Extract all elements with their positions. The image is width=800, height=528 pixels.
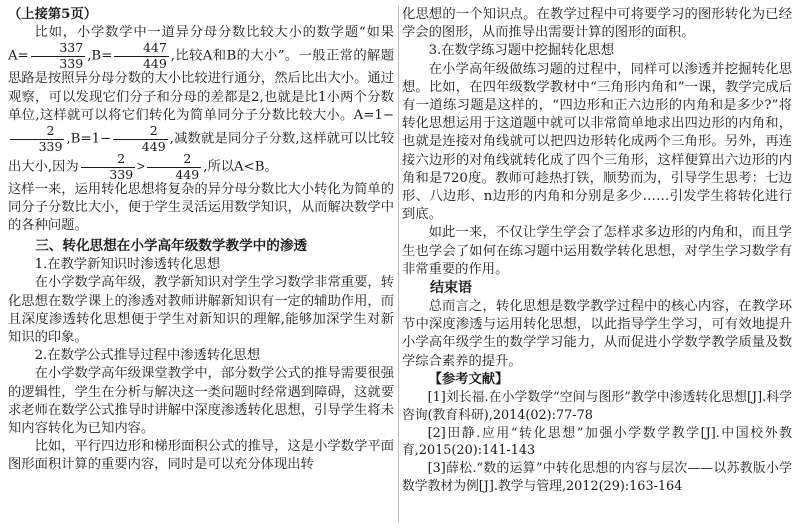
continuation-paragraph: 化思想的一个知识点。在教学过程中可将要学习的图形转化为已经学会的图形，从而推导出需要计算的图形的面积。 [402, 7, 792, 41]
reference-item: [2]田静.应用“转化思想”加强小学数学教学[J].中国校外教育,2015(20):141-143 [402, 425, 792, 459]
fraction-4 [147, 153, 201, 181]
conclusion-paragraph: 总而言之，转化思想是数学教学过程中的核心内容，在教学环节中深度渗透与运用转化思想，以此指导学生学习，可有效地提升小学高年级学生的数学学习能力，从而促进小学数学教学质量及数学综合素养的提升。 [402, 299, 792, 369]
fraction-1 [10, 125, 64, 153]
reference-item: [3]薛松.“数的运算”中转化思想的内容与层次——以苏教版小学数学教材为例[J].教学与管理,2012(29):163-164 [402, 461, 792, 495]
left-column [8, 6, 394, 524]
greater-than-sign: > [137, 158, 145, 174]
fraction-a [31, 42, 85, 70]
conclusion-heading: 结束语 [430, 280, 472, 297]
text-run: 比如，小学数学中一道异分母分数比较大小的数学题“如果A= [8, 25, 394, 64]
text-run: ,减数就是同分子分数,这样就可以比较出大小,因为 [8, 131, 394, 175]
text-run: ,B= [87, 48, 113, 64]
fraction-3 [81, 153, 135, 181]
area-formula-paragraph: 比如，平行四边形和梯形面积公式的推导，这是小学数学平面图形面积计算的重要内容，同时是可以充分体现出转 [8, 439, 394, 473]
formula-derivation-paragraph: 在小学数学高年级课堂教学中，部分数学公式的推导需要很强的逻辑性，学生在分析与解决这一类问题时经常遇到障碍，这就要求老师在数学公式推导时讲解中深度渗透转化思想，引导学生将未知内容转化为已知内容。 [8, 366, 394, 437]
fraction-2 [113, 125, 167, 153]
new-knowledge-paragraph: 在小学数学高年级，教学新知识对学生学习数学非常重要，转化思想在数学课上的渗透对教师讲解新知识有一定的辅助作用，而且深度渗透转化思想便于学生对新知识的理解,能够加深学生对新知识的印象。 [8, 275, 394, 346]
numerator: 2 [10, 125, 64, 140]
section-heading-3: 三、转化思想在小学高年级数学教学中的渗透 [35, 237, 308, 254]
numerator: 447 [114, 42, 168, 57]
subheading-1: 1.在教学新知识时渗透转化思想 [34, 257, 221, 273]
column-divider [398, 6, 399, 522]
text-run: ,所以A<B。 [203, 159, 278, 175]
numerator: 2 [113, 125, 167, 140]
numerator: 2 [147, 153, 201, 168]
numerator: 2 [81, 153, 135, 168]
text-run: ,比较A和B的大小”。一般正常的解题思路是按照异分母分数的大小比较进行通分，然后比出大小。通过观察，可以发现它们分子和分母的差都是2,也就是比1小两个分数单位,这样就可以将它们转化为简单同分子分数比较大小。A=1− [8, 48, 394, 123]
fraction-example-paragraph [8, 24, 394, 181]
subheading-2: 2.在数学公式推导过程中渗透转化思想 [34, 348, 261, 364]
summary-paragraph: 如此一来，不仅让学生学会了怎样求多边形的内角和，而且学生也学会了如何在练习题中运用数学转化思想，对学生学习数学有非常重要的作用。 [402, 225, 792, 277]
numerator: 337 [31, 42, 85, 57]
conclusion-paragraph-left: 这样一来，运用转化思想将复杂的异分母分数比大小转化为简单的同分子分数比大小，便于学生灵活运用数学知识，从而解决数学中的各种问题。 [8, 182, 394, 234]
text-run: ,B=1− [66, 131, 112, 147]
subheading-3: 3.在数学练习题中挖掘转化思想 [428, 43, 615, 59]
right-column [402, 6, 792, 524]
continued-note: （上接第5页） [8, 7, 98, 22]
references-heading: 【参考文献】 [428, 371, 509, 387]
denominator: 449 [142, 55, 167, 71]
denominator: 449 [141, 138, 166, 154]
denominator: 339 [38, 138, 63, 154]
reference-item: [1]刘长福.在小学数学“空间与图形”教学中渗透转化思想[J].科学咨询(教育科研),2014(02):77-78 [402, 390, 792, 423]
denominator: 449 [175, 166, 200, 182]
denominator: 339 [109, 166, 134, 182]
exercise-paragraph: 在小学高年级做练习题的过程中，同样可以渗透并挖掘转化思想。比如，在四年级数学教材中“三角形内角和”一课，教学完成后有一道练习题是这样的，“四边形和正六边形的内角和是多少?”将转化思想运用于这道题中就可以非常简单地求出四边形的内角和，也就是连接对角线就可以把四边形转化成两个三角形。另外，再连接六边形的对角线就转化成了四个三角形，这样便算出六边形的内角和是720度。教师可趁热打铁，顺势而为，引导学生思考：七边形、八边形、n边形的内角和分别是多少……引发学生将转化进行到底。 [402, 61, 792, 223]
denominator: 339 [59, 55, 84, 71]
fraction-b [114, 42, 168, 70]
